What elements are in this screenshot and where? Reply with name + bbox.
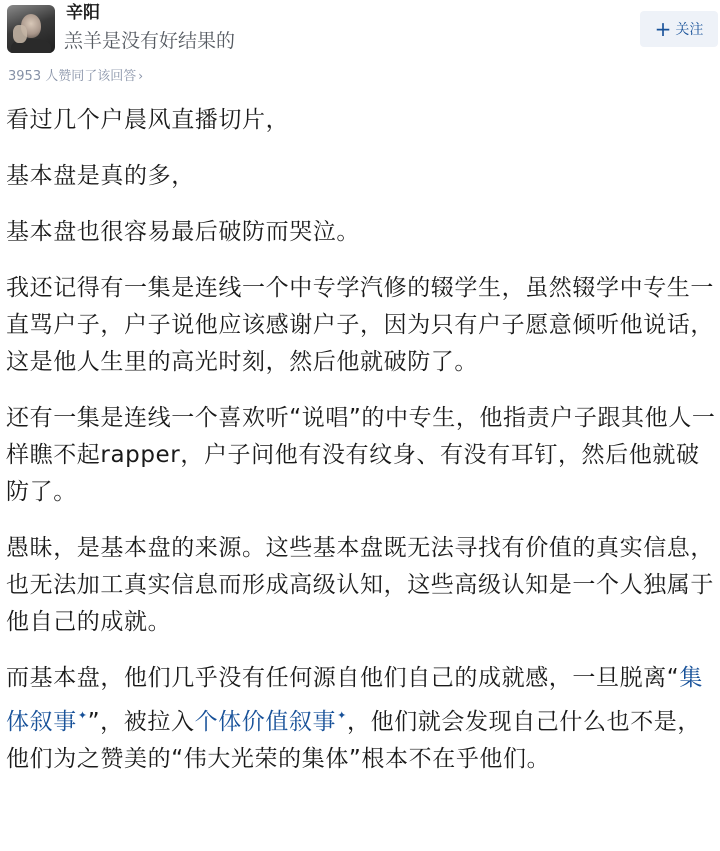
answer-paragraph-7 <box>6 660 718 778</box>
follow-button[interactable] <box>640 11 718 47</box>
answer-paragraph-4: 我还记得有一集是连线一个中专学汽修的辍学生，虽然辍学中专生一直骂户子，户子说他应该感谢户子，因为只有户子愿意倾听他说话，这是他人生里的高光时刻，然后他就破防了。 <box>6 275 714 375</box>
paragraph-7-text-1: 而基本盘，他们几乎没有任何源自他们自己的成就感，一旦脱离“ <box>6 665 680 691</box>
plus-icon: + <box>654 17 672 41</box>
paragraph-7-text-3: ，他们就会发现自己什么也不是，他们为之赞美的“伟大光荣的集体”根本不在乎他们。 <box>6 709 701 772</box>
author-name[interactable]: 辛阳 <box>66 3 100 23</box>
search-sparkle-icon: ✦ <box>337 709 347 722</box>
search-sparkle-icon: ✦ <box>77 709 88 722</box>
avatar-figure-hand <box>13 25 27 43</box>
author-bio: 羔羊是没有好结果的 <box>64 30 236 52</box>
answer-content <box>6 102 718 797</box>
answer-paragraph-1: 看过几个户晨风直播切片， <box>6 107 290 133</box>
answer-paragraph-5: 还有一集是连线一个喜欢听“说唱”的中专生，他指责户子跟其他人一样瞧不起rapper，户子问他有没有纹身、有没有耳钉，然后他就破防了。 <box>6 405 716 505</box>
answer-header <box>0 0 720 58</box>
keyword-link-collective-narrative-label: 集体叙事 <box>6 665 703 735</box>
author-avatar[interactable] <box>7 5 55 53</box>
follow-button-label: 关注 <box>675 22 704 38</box>
keyword-link-individual-value-narrative-label: 个体价值叙事 <box>194 709 337 735</box>
answer-paragraph-3: 基本盘也很容易最后破防而哭泣。 <box>6 219 360 245</box>
answer-paragraph-2: 基本盘是真的多， <box>6 163 195 189</box>
chevron-right-icon: › <box>138 69 144 83</box>
paragraph-7-text-2: ”，被拉入 <box>87 709 195 735</box>
voteup-text: 3953 人赞同了该回答 <box>8 69 137 84</box>
voteup-count-link[interactable] <box>8 66 143 87</box>
answer-paragraph-6: 愚昧，是基本盘的来源。这些基本盘既无法寻找有价值的真实信息，也无法加工真实信息而形成高级认知，这些高级认知是一个人独属于他自己的成就。 <box>6 535 714 635</box>
keyword-link-individual-value-narrative[interactable] <box>195 709 347 735</box>
